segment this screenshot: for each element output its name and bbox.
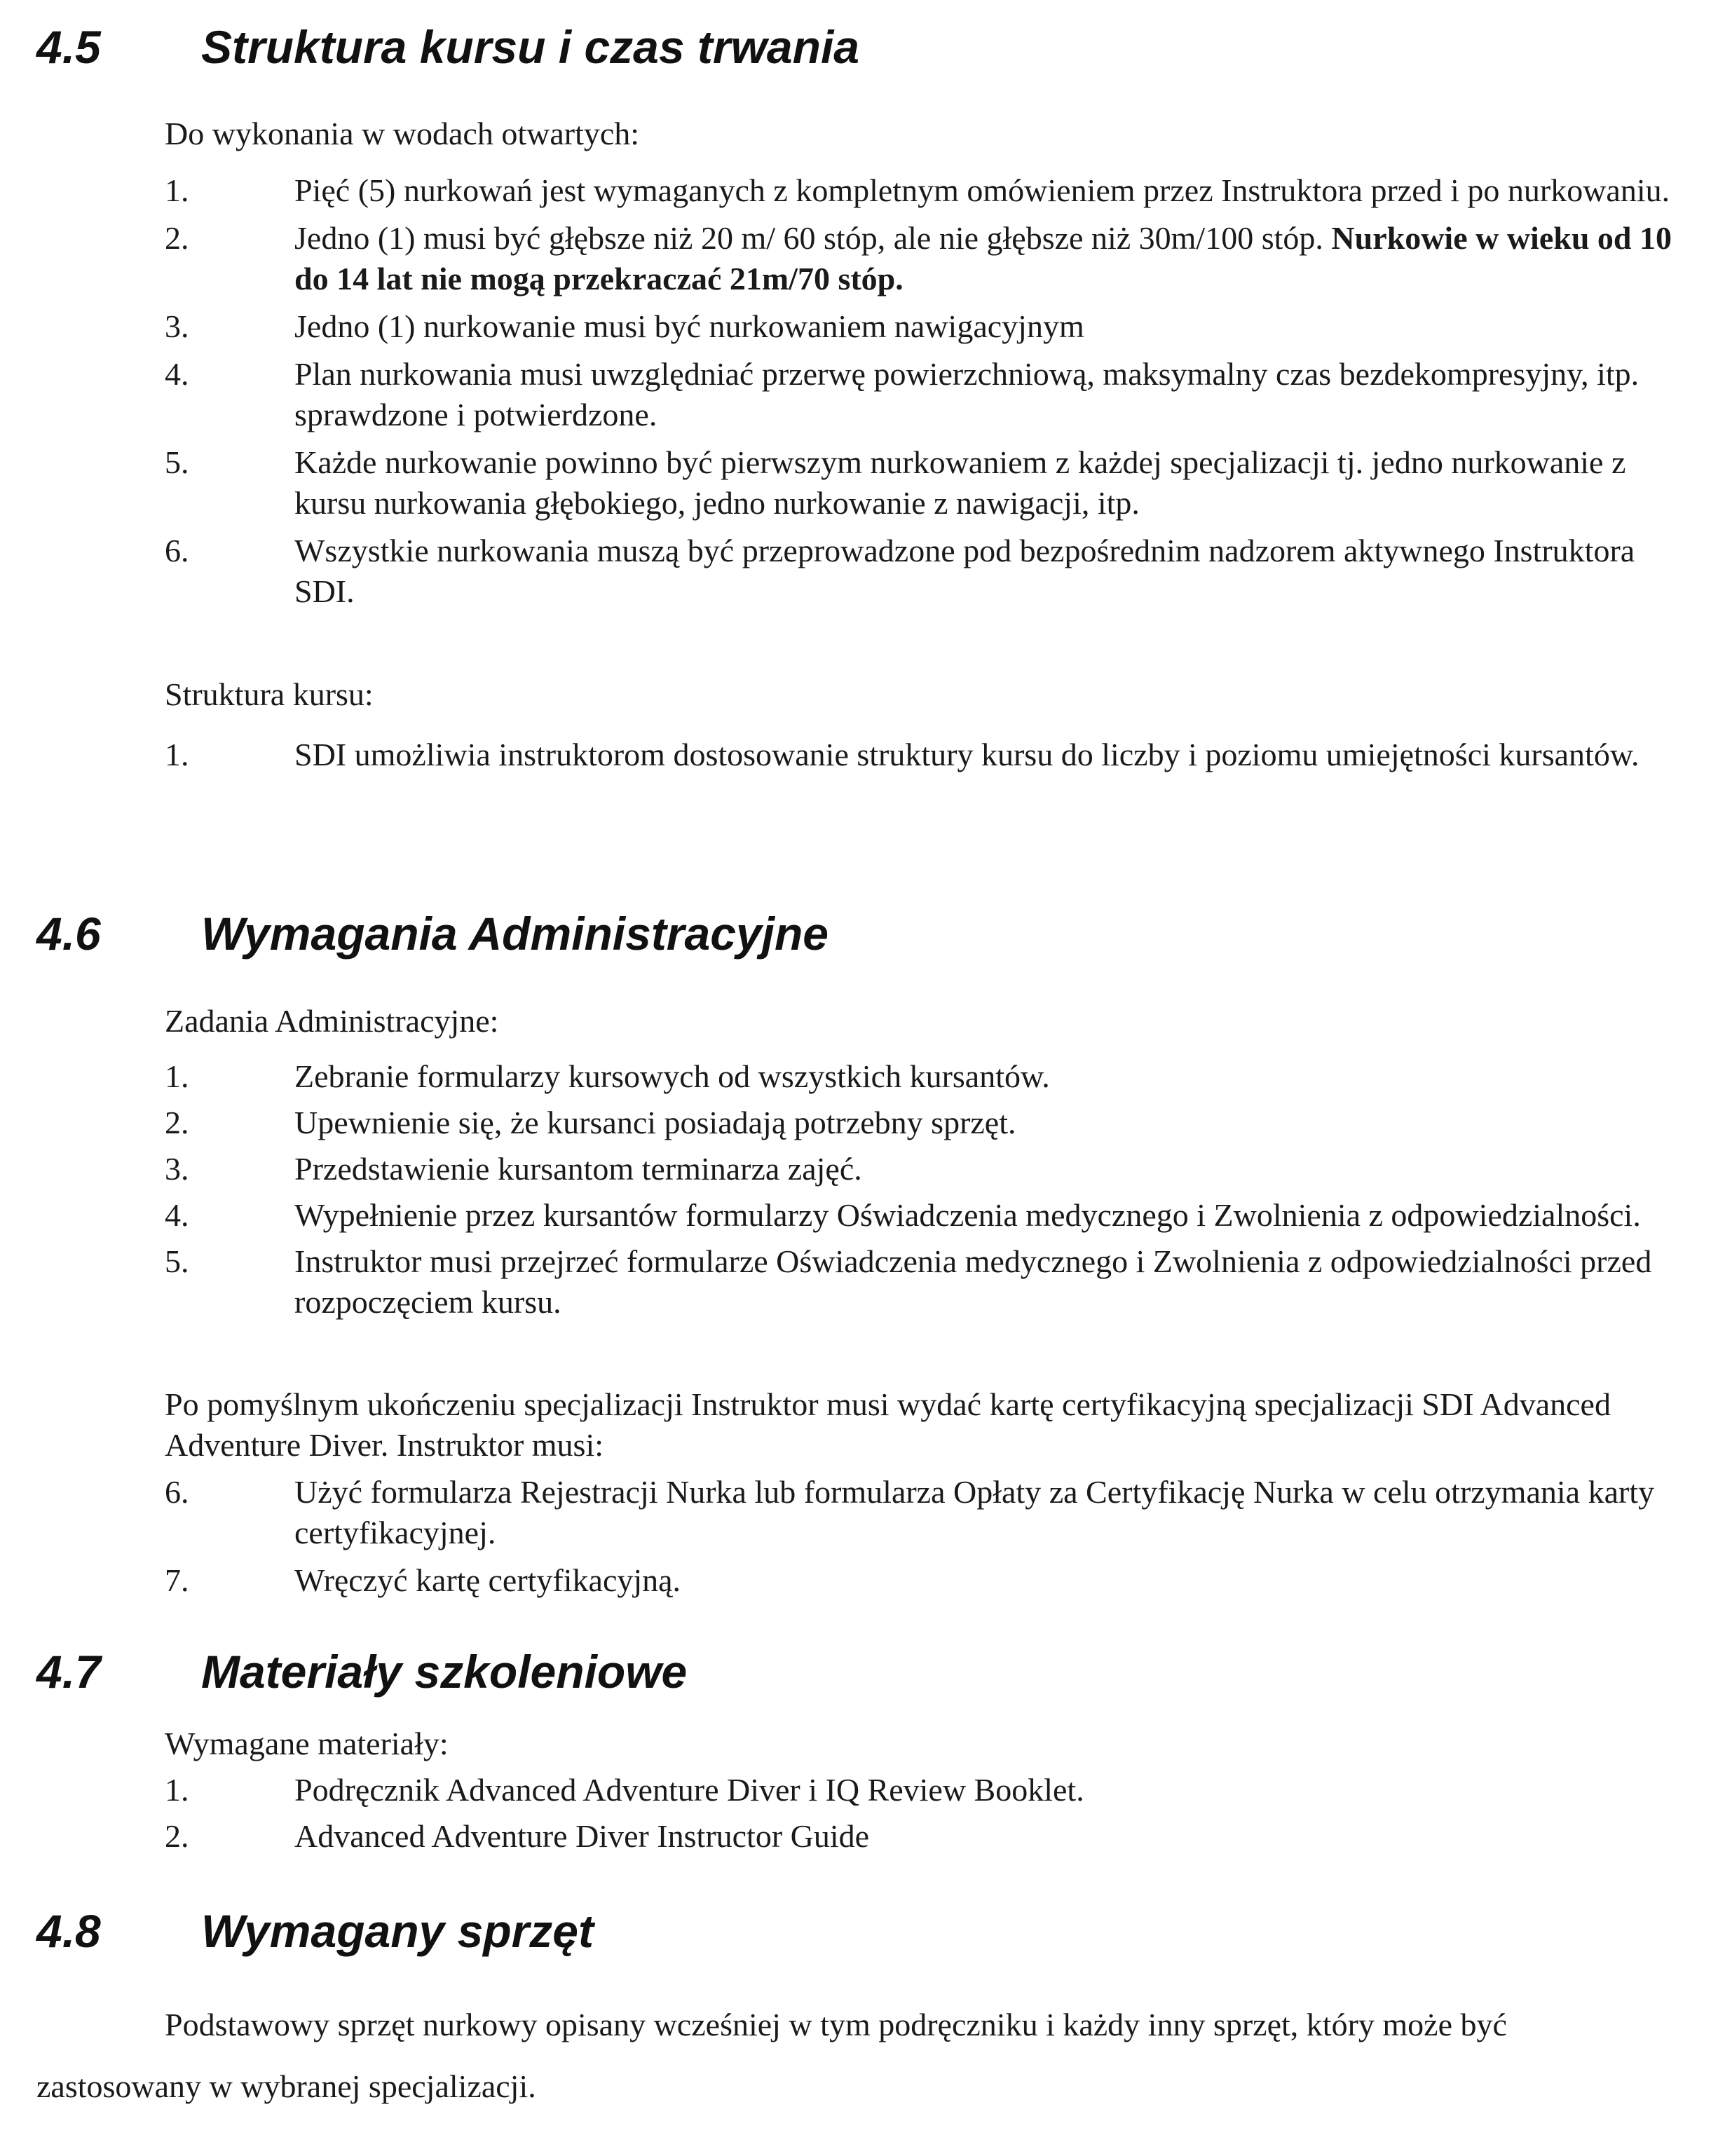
list-item [165,1241,1672,1323]
item-text: Wszystkie nurkowania muszą być przeprowadzone pod bezpośrednim nadzorem aktywnego Instruktora SDI. [294,533,1635,609]
list-item [165,170,1672,211]
certification-steps-list [165,1472,1672,1608]
item-number: 2. [165,1105,189,1140]
item-text: Podręcznik Advanced Adventure Diver i IQ Review Booklet. [294,1772,1084,1808]
list-item [165,354,1672,435]
list-item [165,531,1672,612]
admin-tasks-list [165,1056,1672,1323]
item-text: Przedstawienie kursantom terminarza zajęć. [294,1151,862,1187]
course-structure-list [165,735,1672,782]
item-text: SDI umożliwia instruktorom dostosowanie struktury kursu do liczby i poziomu umiejętności kursantów. [294,737,1640,772]
materials-list [165,1770,1672,1864]
list-item [165,1770,1672,1810]
section-title: Wymagany sprzęt [201,1905,594,1957]
item-text-wrapper [294,218,1672,299]
section-title: Wymagania Administracyjne [201,908,829,960]
list-item [165,1816,1672,1857]
item-text: Wręczyć kartę certyfikacyjną. [294,1562,681,1598]
admin-tasks-intro: Zadania Administracyjne: [165,1003,499,1039]
item-bold-note: Nurkowie w wieku od 10 do 14 lat nie mogą przekraczać 21m/70 stóp. [294,220,1672,296]
item-number: 5. [165,444,189,480]
section-title: Materiały szkoleniowe [201,1646,688,1698]
item-number: 7. [165,1562,189,1598]
item-text: Advanced Adventure Diver Instructor Guide [294,1818,870,1854]
item-number: 2. [165,220,189,256]
item-number: 3. [165,1151,189,1187]
section-heading-4-7 [36,1640,687,1703]
item-number: 1. [165,737,189,772]
item-number: 1. [165,1058,189,1094]
section-number: 4.8 [36,1905,101,1957]
item-number: 4. [165,356,189,392]
dive-requirements-intro: Do wykonania w wodach otwartych: [165,116,640,151]
item-text: Upewnienie się, że kursanci posiadają potrzebny sprzęt. [294,1105,1016,1140]
item-number: 1. [165,1772,189,1808]
item-number: 1. [165,172,189,208]
list-item [165,1472,1672,1553]
dive-requirements-list [165,170,1672,619]
item-text: Plan nurkowania musi uwzględniać przerwę powierzchniową, maksymalny czas bezdekompresyjny, itp. sprawdzone i potwierdzone. [294,356,1640,432]
list-item [165,218,1672,299]
materials-intro: Wymagane materiały: [165,1726,449,1761]
equipment-paragraph: Podstawowy sprzęt nurkowy opisany wcześniej w tym podręczniku i każdy inny sprzęt, który może być zastosowany w wybranej specjalizacji. [36,2007,1507,2104]
item-text: Jedno (1) nurkowanie musi być nurkowaniem nawigacyjnym [294,308,1084,344]
section-number: 4.5 [36,21,101,73]
section-heading-4-5 [36,15,859,79]
item-text: Zebranie formularzy kursowych od wszystkich kursantów. [294,1058,1050,1094]
section-heading-4-6 [36,902,829,965]
item-number: 4. [165,1197,189,1233]
item-number: 3. [165,308,189,344]
list-item [165,735,1672,775]
item-text: Wypełnienie przez kursantów formularzy Oświadczenia medycznego i Zwolnienia z odpowiedzialności. [294,1197,1641,1233]
item-text: Pięć (5) nurkowań jest wymaganych z kompletnym omówieniem przez Instruktora przed i po nurkowaniu. [294,172,1670,208]
list-item [165,1195,1672,1236]
item-number: 6. [165,1474,189,1510]
item-text: Użyć formularza Rejestracji Nurka lub formularza Opłaty za Certyfikację Nurka w celu otrzymania karty certyfikacyjnej. [294,1474,1655,1550]
section-title: Struktura kursu i czas trwania [201,21,859,73]
item-text: Instruktor musi przejrzeć formularze Oświadczenia medycznego i Zwolnienia z odpowiedzialności przed rozpoczęciem kursu. [294,1243,1652,1320]
item-number: 6. [165,533,189,568]
list-item [165,1560,1672,1601]
section-number: 4.7 [36,1646,101,1698]
item-number: 2. [165,1818,189,1854]
item-text: Jedno (1) musi być głębsze niż 20 m/ 60 stóp, ale nie głębsze niż 30m/100 stóp. [294,220,1332,256]
certification-paragraph: Po pomyślnym ukończeniu specjalizacji Instruktor musi wydać kartę certyfikacyjną specjalizacji SDI Advanced Adventure Diver. Instruktor musi: [165,1386,1611,1463]
list-item [165,1103,1672,1143]
list-item [165,1056,1672,1097]
section-number: 4.6 [36,908,101,960]
item-text: Każde nurkowanie powinno być pierwszym nurkowaniem z każdej specjalizacji tj. jedno nurkowanie z kursu nurkowania głębokiego, jedno nurkowanie z nawigacji, itp. [294,444,1626,521]
item-number: 5. [165,1243,189,1279]
course-structure-intro: Struktura kursu: [165,676,374,712]
list-item [165,442,1672,524]
list-item [165,1149,1672,1189]
section-heading-4-8 [36,1899,594,1963]
list-item [165,306,1672,347]
